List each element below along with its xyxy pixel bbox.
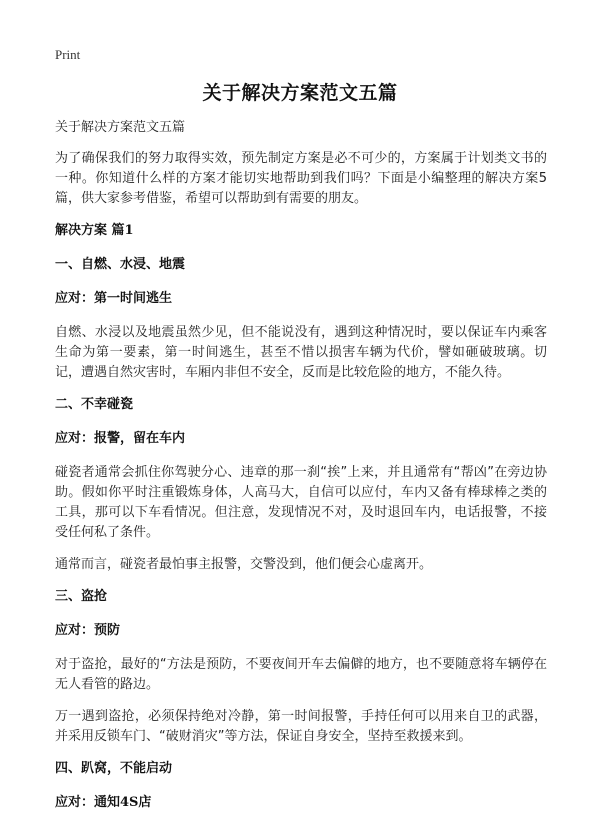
intro-paragraph: 为了确保我们的努力取得实效，预先制定方案是必不可少的，方案属于计划类文书的一种。你知道什么样的方案才能切实地帮助到我们吗？下面是小编整理的解决方案5篇，供大家参考借鉴，希望可以帮助到有需要的朋友。: [55, 151, 547, 206]
response-heading-notify-4s: 应对：通知4S店: [55, 795, 152, 810]
response-heading-escape: 应对：第一时间逃生: [55, 291, 173, 306]
paragraph-escape: 自燃、水浸以及地震虽然少见，但不能说没有，遇到这种情况时，要以保证车内乘客生命为第一要素，第一时间逃生，甚至不惜以损害车辆为代价，譬如砸破玻璃。切记，遭遇自然灾害时，车厢内非但不安全，反而是比较危险的地方，不能久待。: [55, 325, 547, 380]
paragraph-scam-1: 碰瓷者通常会抓住你驾驶分心、违章的那一刹“挨”上来，并且通常有“帮凶”在旁边协助。假如你平时注重锻炼身体，人高马大，自信可以应付，车内又备有棒球棒之类的工具，那可以下车看情况。但注意，发现情况不对，及时退回车内，电话报警，不接受任何私了条件。: [55, 465, 547, 540]
document-content: [55, 118, 547, 827]
print-link[interactable]: Print: [55, 47, 81, 62]
item-heading-fire-flood-quake: 一、自燃、水浸、地震: [55, 257, 186, 272]
response-heading-prevent: 应对：预防: [55, 623, 121, 638]
item-heading-robbery: 三、盗抢: [55, 589, 108, 604]
paragraph-robbery-2: 万一遇到盗抢，必须保持绝对冷静，第一时间报警，手持任何可以用来自卫的武器，并采用反锁车门、“破财消灾”等方法，保证自身安全，坚持至救援来到。: [55, 709, 547, 744]
response-heading-report: 应对：报警，留在车内: [55, 431, 186, 446]
section-heading: 解决方案 篇1: [55, 223, 134, 238]
paragraph-robbery-1: 对于盗抢，最好的“方法是预防，不要夜间开车去偏僻的地方，也不要随意将车辆停在无人看管的路边。: [55, 657, 547, 692]
document-subtitle: 关于解决方案范文五篇: [55, 120, 186, 135]
document-title: 关于解决方案范文五篇: [202, 82, 398, 104]
item-heading-scam: 二、不幸碰瓷: [55, 397, 134, 412]
item-heading-breakdown: 四、趴窝，不能启动: [55, 761, 173, 776]
paragraph-scam-2: 通常而言，碰瓷者最怕事主报警，交警没到，他们便会心虚离开。: [55, 557, 433, 572]
